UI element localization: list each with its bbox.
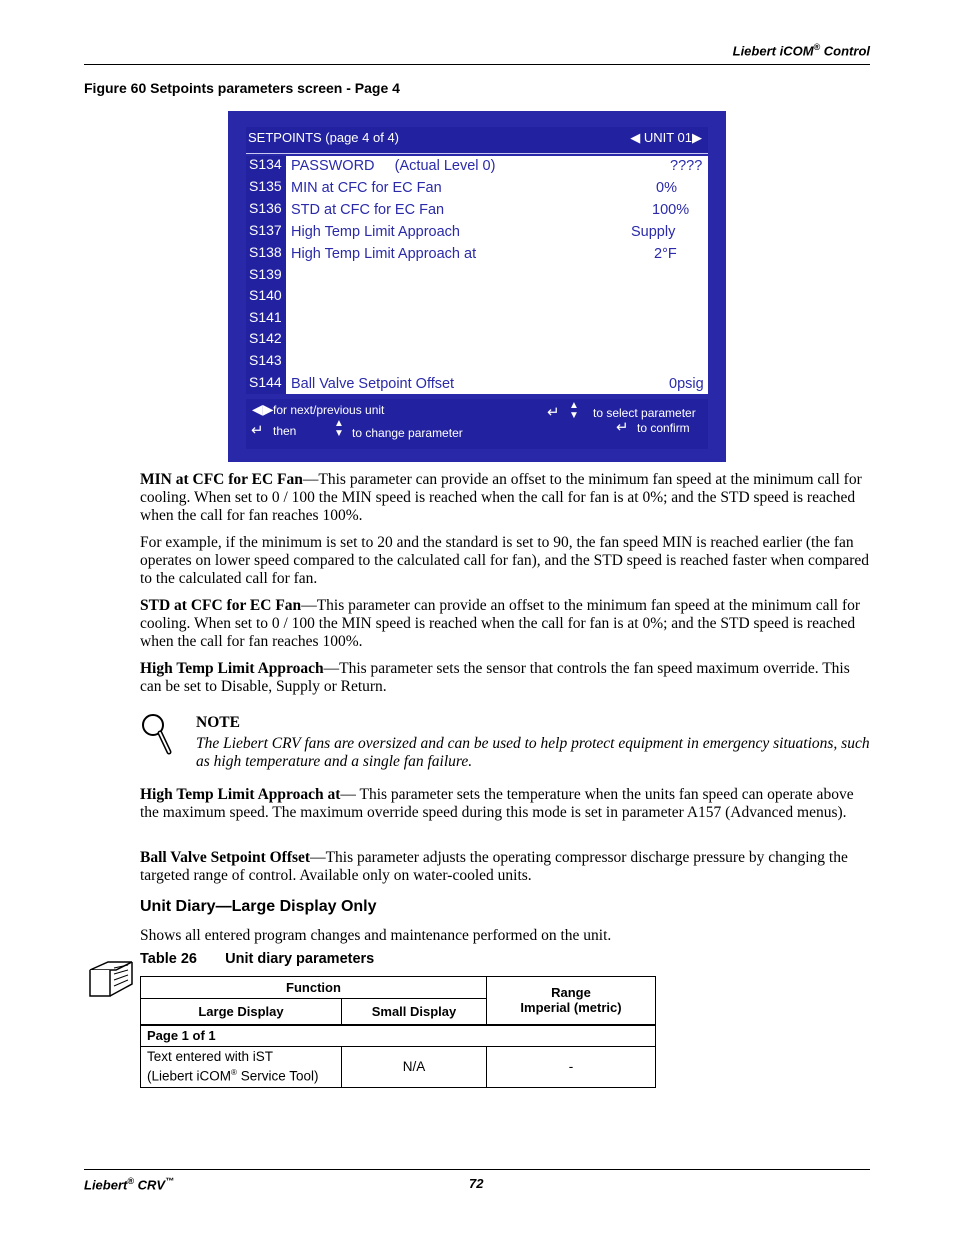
param-row[interactable]: S136 STD at CFC for EC Fan 100%	[249, 200, 690, 218]
up-down-arrows-icon: ▲ ▼	[569, 400, 579, 421]
param-row[interactable]: S140	[249, 287, 282, 303]
param-row[interactable]: S135 MIN at CFC for EC Fan 0%	[249, 178, 677, 196]
header-rule	[84, 64, 870, 65]
param-row[interactable]: S143	[249, 352, 282, 368]
paragraph-high-temp: High Temp Limit Approach—This parameter sets the sensor that controls the fan speed maximum override. This can be set to Disable, Supply or Return.	[140, 660, 850, 695]
footer-product: Liebert® CRV™	[84, 1176, 175, 1193]
header-large-display: Large Display	[141, 999, 342, 1025]
unit-diary-table	[140, 976, 656, 1088]
enter-icon: ↵	[251, 422, 264, 439]
table-cell: -	[487, 1047, 656, 1088]
screen-title: SETPOINTS (page 4 of 4)	[248, 130, 400, 145]
table-cell: Text entered with iST (Liebert iCOM® Service Tool)	[141, 1047, 342, 1088]
section-heading: Unit Diary—Large Display Only	[140, 898, 377, 915]
paragraph-ball-valve: Ball Valve Setpoint Offset—This parameter adjusts the operating compressor discharge pressure by changing the targeted range of control. Available only on water-cooled units.	[140, 849, 848, 884]
figure-title: Figure 60 Setpoints parameters screen - Page 4	[84, 80, 400, 96]
param-row[interactable]: S142	[249, 330, 282, 346]
paragraph-diary: Shows all entered program changes and maintenance performed on the unit.	[140, 927, 612, 944]
param-row[interactable]: S138 High Temp Limit Approach at 2°F	[249, 244, 677, 262]
left-right-arrows-icon: ◀▶	[252, 401, 274, 417]
arrow-right-icon: ▶	[692, 130, 702, 145]
note-text: The Liebert CRV fans are oversized and can be used to help protect equipment in emergency situations, such as high temperature and a single fan failure.	[196, 735, 870, 770]
arrow-left-icon: ◀	[630, 130, 641, 145]
unit-selector[interactable]: ◀ UNIT 01▶	[630, 130, 702, 145]
param-row[interactable]: S144 Ball Valve Setpoint Offset 0psig	[249, 374, 704, 392]
book-icon	[86, 954, 136, 1000]
up-down-arrows-icon: ▲ ▼	[334, 418, 344, 439]
enter-icon: ↵	[616, 419, 629, 436]
footer-rule	[84, 1169, 870, 1170]
page-row: Page 1 of 1	[141, 1025, 656, 1047]
param-row[interactable]: S141	[249, 309, 282, 325]
param-row[interactable]: S137 High Temp Limit Approach Supply	[249, 222, 676, 240]
param-row[interactable]: S134 PASSWORD (Actual Level 0) ????	[249, 156, 703, 174]
table-title: Table 26 Unit diary parameters	[140, 951, 375, 967]
header-function: Function	[141, 977, 487, 999]
paragraph-high-temp-at: High Temp Limit Approach at— This parameter sets the temperature when the units fan speed can operate above the maximum speed. The maximum override speed during this mode is set in parameter A157 (Advanced menus).	[140, 786, 854, 821]
paragraph-std-cfc: STD at CFC for EC Fan—This parameter can provide an offset to the minimum fan speed at the minimum call for cooling. When set to 0 / 100 the MIN speed is reached when the call for fan is at 0%; and the STD speed is reached when the call for fan reaches 100%.	[140, 597, 861, 650]
magnifier-icon	[140, 712, 174, 756]
setpoints-screen	[228, 111, 726, 462]
table-cell: N/A	[342, 1047, 487, 1088]
enter-icon: ↵	[547, 404, 560, 421]
header-small-display: Small Display	[342, 999, 487, 1025]
paragraph-min-cfc: MIN at CFC for EC Fan—This parameter can provide an offset to the minimum fan speed at the minimum call for cooling. When set to 0 / 100 the MIN speed is reached when the call for fan is at 0%; and the STD speed is reached when the call for fan reaches 100%.	[140, 471, 862, 524]
help-bar: ◀▶ for next/previous unit ↵ then ▲ ▼ to change parameter ↵ ▲ ▼ to select parameter ↵ to confirm	[246, 399, 708, 449]
parameter-panel	[246, 156, 708, 394]
paragraph-example: For example, if the minimum is set to 20 and the standard is set to 90, the fan speed MIN is reached earlier (the fan operates on lower speed compared to the calculated call for fan), and the STD speed is reached faster when compared to the calculated call for fan.	[140, 534, 870, 587]
screen-topbar	[246, 127, 708, 154]
header-range: Range Imperial (metric)	[487, 977, 656, 1025]
param-row[interactable]: S139	[249, 266, 282, 282]
running-header: Liebert iCOM® Control	[732, 42, 870, 59]
note-title: NOTE	[196, 714, 240, 731]
page-number: 72	[469, 1176, 484, 1191]
